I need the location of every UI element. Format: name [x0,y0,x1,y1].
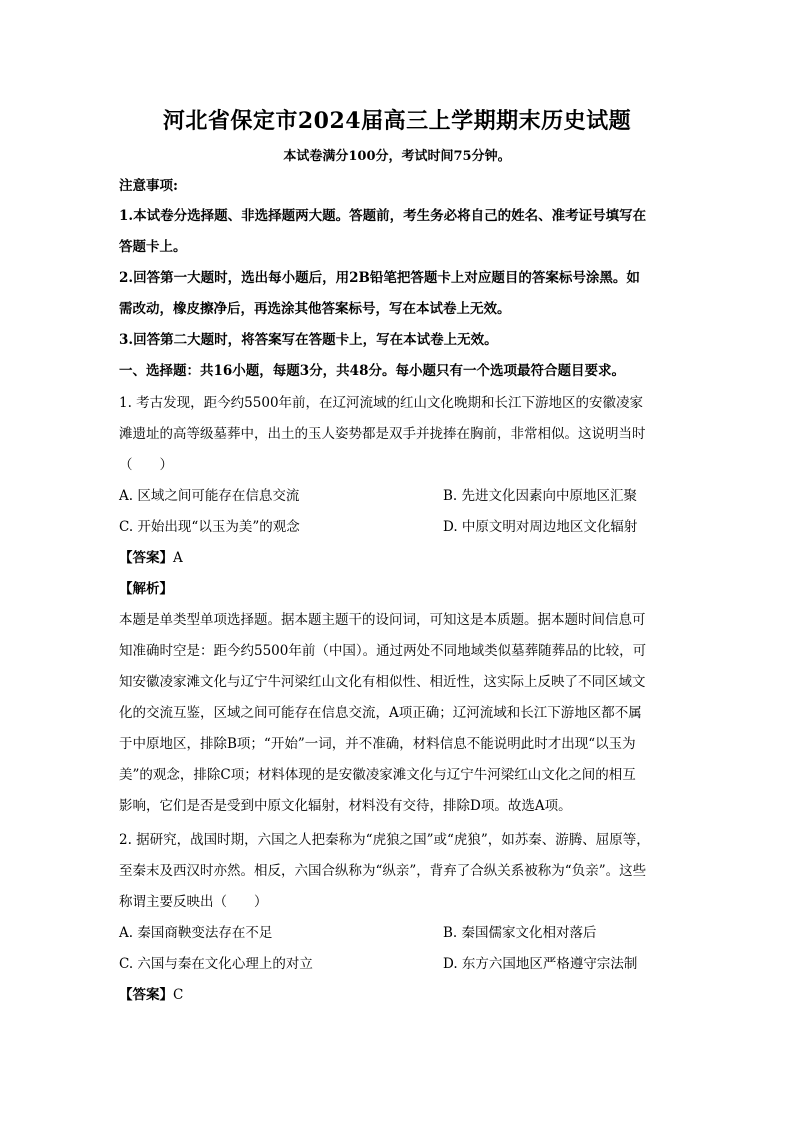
answer-label: 【答案】 [119,550,173,566]
option-d: D. 东方六国地区严格遵守宗法制 [443,956,638,972]
option-c: C. 开始出现“以玉为美”的观念 [119,519,300,535]
notes-line: 需改动，橡皮擦净后，再选涂其他答案标号，写在本试卷上无效。 [119,301,511,317]
option-a: A. 区域之间可能存在信息交流 [119,488,300,504]
answer-value: C [173,987,184,1003]
analysis-text: 影响，它们是否是受到中原文化辐射，材料没有交待，排除D项。故选A项。 [119,798,572,814]
section-heading: 一、选择题：共16小题，每题3分，共48分。每小题只有一个选项最符合题目要求。 [119,363,625,379]
question-stem: 称谓主要反映出（ ） [119,894,268,910]
analysis-text: 知准确时空是：距今约5500年前（中国）。通过两处不同地域类似墓葬随葬品的比较，可 [119,643,647,659]
notes-heading: 注意事项: [119,178,178,194]
analysis-text: 知安徽凌家滩文化与辽宁牛河梁红山文化有相似性、相近性，这实际上反映了不同区域文 [119,674,646,690]
answer-line [119,548,183,568]
question-stem: （ ） [119,457,173,473]
question-stem: 1. 考古发现，距今约5500年前，在辽河流域的红山文化晚期和长江下游地区的安徽凌家 [119,395,644,411]
notes-line: 1.本试卷分选择题、非选择题两大题。答题前，考生务必将自己的姓名、准考证号填写在 [119,208,647,224]
document-subtitle: 本试卷满分100分，考试时间75分钟。 [283,149,511,164]
notes-line: 2.回答第一大题时，选出每小题后，用2B铅笔把答题卡上对应题目的答案标号涂黑。如 [119,270,640,286]
option-b: B. 秦国儒家文化相对落后 [443,925,597,941]
option-d: D. 中原文明对周边地区文化辐射 [443,519,638,535]
notes-line: 答题卡上。 [119,239,187,255]
answer-line [119,985,183,1005]
option-c: C. 六国与秦在文化心理上的对立 [119,956,313,972]
question-stem: 滩遗址的高等级墓葬中，出土的玉人姿势都是双手并拢捧在胸前，非常相似。这说明当时 [119,426,646,442]
analysis-text: 本题是单类型单项选择题。据本题主题干的设问词，可知这是本质题。据本题时间信息可 [119,612,646,628]
analysis-label: 【解析】 [119,581,173,597]
analysis-line [119,579,173,599]
option-a: A. 秦国商鞅变法存在不足 [119,925,273,941]
question-stem: 2. 据研究，战国时期，六国之人把秦称为“虎狼之国”或“虎狼”，如苏秦、游腾、屈原等， [119,832,650,848]
analysis-text: 美”的观念，排除C项；材料体现的是安徽凌家滩文化与辽宁牛河梁红山文化之间的相互 [119,767,636,783]
analysis-text: 于中原地区，排除B项；“开始”一词，并不准确，材料信息不能说明此时才出现“以玉为 [119,736,636,752]
answer-label: 【答案】 [119,987,173,1003]
analysis-text: 化的交流互鉴，区域之间可能存在信息交流，A项正确；辽河流域和长江下游地区都不属 [119,705,642,721]
notes-line: 3.回答第二大题时，将答案写在答题卡上，写在本试卷上无效。 [119,332,498,348]
answer-value: A [173,550,183,566]
document-title: 河北省保定市2024届高三上学期期末历史试题 [162,108,632,134]
question-stem: 至秦末及西汉时亦然。相反，六国合纵称为“纵亲”，背弃了合纵关系被称为“负亲”。这些 [119,863,647,879]
option-b: B. 先进文化因素向中原地区汇聚 [443,488,638,504]
